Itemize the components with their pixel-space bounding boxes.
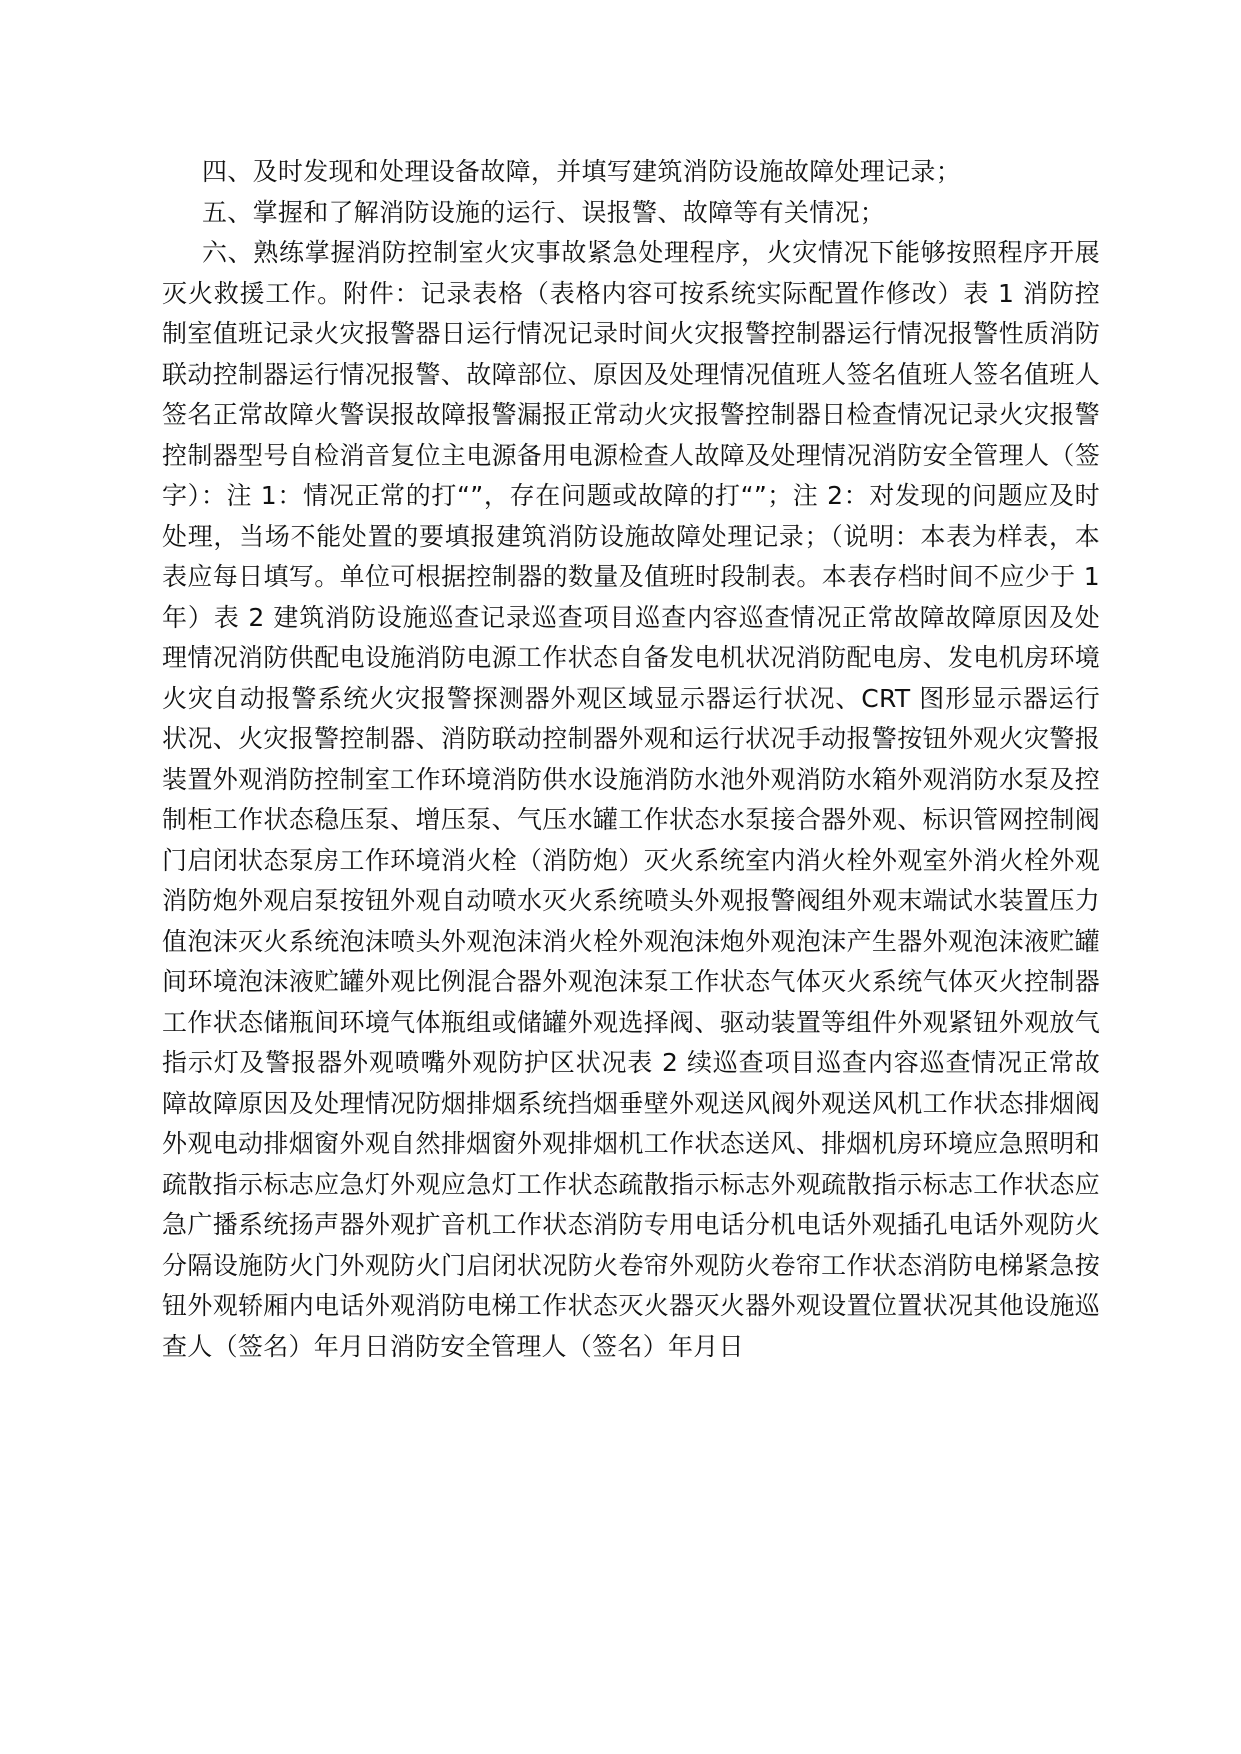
- document-body: [162, 152, 1100, 1367]
- paragraph-item-6: 六、熟练掌握消防控制室火灾事故紧急处理程序，火灾情况下能够按照程序开展灭火救援工作。附件：记录表格（表格内容可按系统实际配置作修改）表 1 消防控制室值班记录火灾报警器日运行情况记录时间火灾报警控制器运行情况报警性质消防联动控制器运行情况报警、故障部位、原因及处理情况值班人签名值班人签名值班人签名正常故障火警误报故障报警漏报正常动火灾报警控制器日检查情况记录火灾报警控制器型号自检消音复位主电源备用电源检查人故障及处理情况消防安全管理人（签字）：注 1：情况正常的打“”，存在问题或故障的打“”；注 2：对发现的问题应及时处理，当场不能处置的要填报建筑消防设施故障处理记录；（说明：本表为样表，本表应每日填写。单位可根据控制器的数量及值班时段制表。本表存档时间不应少于 1 年）表 2 建筑消防设施巡查记录巡查项目巡查内容巡查情况正常故障故障原因及处理情况消防供配电设施消防电源工作状态自备发电机状况消防配电房、发电机房环境火灾自动报警系统火灾报警探测器外观区域显示器运行状况、CRT 图形显示器运行状况、火灾报警控制器、消防联动控制器外观和运行状况手动报警按钮外观火灾警报装置外观消防控制室工作环境消防供水设施消防水池外观消防水箱外观消防水泵及控制柜工作状态稳压泵、增压泵、气压水罐工作状态水泵接合器外观、标识管网控制阀门启闭状态泵房工作环境消火栓（消防炮）灭火系统室内消火栓外观室外消火栓外观消防炮外观启泵按钮外观自动喷水灭火系统喷头外观报警阀组外观末端试水装置压力值泡沫灭火系统泡沫喷头外观泡沫消火栓外观泡沫炮外观泡沫产生器外观泡沫液贮罐间环境泡沫液贮罐外观比例混合器外观泡沫泵工作状态气体灭火系统气体灭火控制器工作状态储瓶间环境气体瓶组或储罐外观选择阀、驱动装置等组件外观紧钮外观放气指示灯及警报器外观喷嘴外观防护区状况表 2 续巡查项目巡查内容巡查情况正常故障故障原因及处理情况防烟排烟系统挡烟垂壁外观送风阀外观送风机工作状态排烟阀外观电动排烟窗外观自然排烟窗外观排烟机工作状态送风、排烟机房环境应急照明和疏散指示标志应急灯外观应急灯工作状态疏散指示标志外观疏散指示标志工作状态应急广播系统扬声器外观扩音机工作状态消防专用电话分机电话外观插孔电话外观防火分隔设施防火门外观防火门启闭状况防火卷帘外观防火卷帘工作状态消防电梯紧急按钮外观轿厢内电话外观消防电梯工作状态灭火器灭火器外观设置位置状况其他设施巡查人（签名）年月日消防安全管理人（签名）年月日: [162, 238, 1100, 1361]
- paragraph-item-4: 四、及时发现和处理设备故障，并填写建筑消防设施故障处理记录；: [202, 157, 962, 186]
- paragraph-item-5: 五、掌握和了解消防设施的运行、误报警、故障等有关情况；: [202, 197, 886, 227]
